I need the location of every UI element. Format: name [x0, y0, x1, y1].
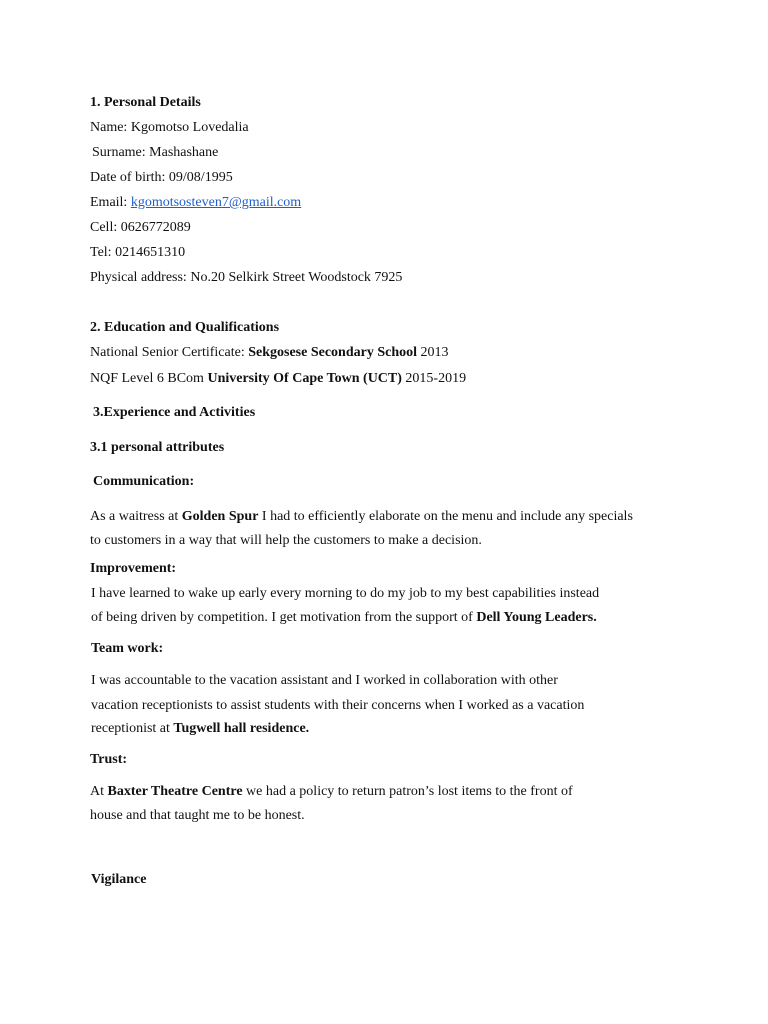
improvement-text-a: of being driven by competition. I get motivation from the support of — [91, 610, 477, 625]
cell-label: Cell: — [90, 220, 121, 235]
address-label: Physical address: — [90, 270, 191, 285]
address-line — [90, 269, 402, 287]
nsc-school: Sekgosese Secondary School — [248, 345, 418, 360]
dob-label: Date of birth: — [90, 170, 169, 185]
nsc-year: 2013 — [417, 345, 449, 360]
trust-venue: Baxter Theatre Centre — [107, 784, 243, 799]
email-link[interactable]: kgomotsosteven7@gmail.com — [130, 195, 302, 210]
communication-text-c: I had to efficiently elaborate on the menu and include any specials — [258, 509, 633, 524]
communication-title: Communication: — [93, 474, 195, 489]
attributes-subheading: 3.1 personal attributes — [90, 440, 225, 455]
trust-title: Trust: — [90, 752, 128, 767]
trust-line-2: house and that taught me to be honest. — [90, 808, 305, 823]
teamwork-residence: Tugwell hall residence. — [173, 721, 310, 736]
trust-text-a: At — [90, 784, 108, 799]
improvement-org: Dell Young Leaders. — [476, 610, 597, 625]
name-line — [90, 119, 249, 137]
address-value: No.20 Selkirk Street Woodstock 7925 — [190, 270, 403, 285]
trust-line-1 — [90, 783, 573, 801]
tel-value: 0214651310 — [115, 245, 186, 260]
dob-line — [90, 169, 233, 187]
communication-employer: Golden Spur — [181, 509, 259, 524]
surname-value: Mashashane — [149, 145, 219, 160]
cell-line — [90, 219, 191, 237]
teamwork-title: Team work: — [91, 641, 164, 656]
name-label: Name: — [90, 120, 131, 135]
experience-heading: 3.Experience and Activities — [93, 405, 256, 420]
teamwork-line-1: I was accountable to the vacation assistant and I worked in collaboration with other — [91, 673, 558, 688]
improvement-title: Improvement: — [90, 561, 177, 576]
nsc-line — [90, 344, 449, 362]
nqf-university: University Of Cape Town (UCT) — [207, 371, 402, 386]
communication-text-a: As a waitress at — [90, 509, 182, 524]
email-line — [90, 194, 301, 212]
nqf-years: 2015-2019 — [401, 371, 467, 386]
tel-label: Tel: — [90, 245, 116, 260]
improvement-line-1: I have learned to wake up early every morning to do my job to my best capabilities instead — [91, 586, 600, 601]
tel-line — [90, 244, 185, 262]
cell-value: 0626772089 — [120, 220, 191, 235]
education-heading: 2. Education and Qualifications — [90, 320, 280, 335]
communication-line-2: to customers in a way that will help the customers to make a decision. — [90, 533, 482, 548]
email-label: Email: — [90, 195, 131, 210]
teamwork-text-a: receptionist at — [91, 721, 174, 736]
improvement-line-2 — [91, 609, 597, 627]
teamwork-line-2: vacation receptionists to assist students with their concerns when I worked as a vacation — [91, 698, 585, 713]
personal-details-heading: 1. Personal Details — [90, 95, 201, 110]
nqf-prefix: NQF Level 6 BCom — [90, 371, 208, 386]
name-value: Kgomotso Lovedalia — [130, 120, 249, 135]
communication-line-1 — [90, 508, 633, 526]
surname-label: Surname: — [92, 145, 150, 160]
dob-value: 09/08/1995 — [168, 170, 233, 185]
trust-text-c: we had a policy to return patron’s lost items to the front of — [242, 784, 573, 799]
vigilance-title: Vigilance — [91, 872, 147, 887]
nsc-prefix: National Senior Certificate: — [90, 345, 249, 360]
surname-line — [92, 144, 218, 162]
teamwork-line-3 — [91, 720, 309, 738]
nqf-line — [90, 370, 466, 388]
